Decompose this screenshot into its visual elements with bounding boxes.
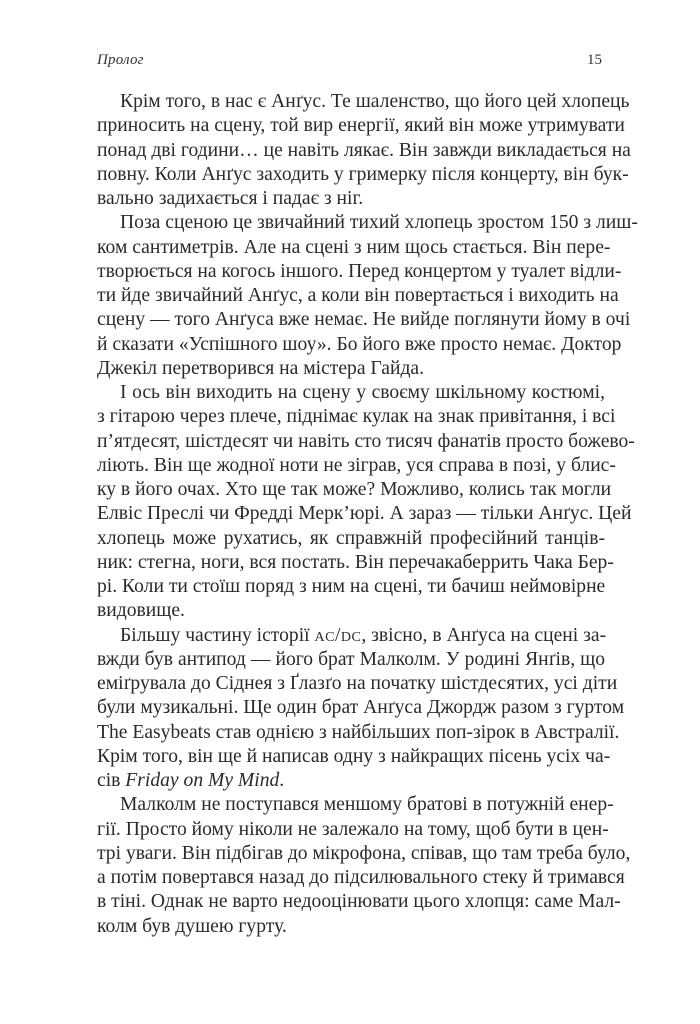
text-line: хлопець може рухатись, як справжній професійний танців- <box>97 527 605 549</box>
text-line: творюється на когось іншого. Перед концертом у туалет відли- <box>97 260 622 282</box>
text-line: Крім того, він ще й написав одну з найкращих пісень усіх ча- <box>97 745 611 767</box>
text-line: Джекіл перетворився на містера Гайда. <box>97 357 425 379</box>
paragraph <box>97 793 631 939</box>
text-line: сцену — того Анґуса вже немає. Не вийде поглянути йому в очі <box>97 309 631 331</box>
text-line: рі. Коли ти стоїш поряд з ним на сцені, ти бачиш неймовірне <box>97 576 606 597</box>
text-line: гії. Просто йому ніколи не залежало на тому, щоб бути в цен- <box>97 818 609 840</box>
paragraph <box>97 90 631 211</box>
text-run: . <box>279 770 285 791</box>
text-line: видовище. <box>97 600 185 622</box>
paragraph <box>97 211 638 381</box>
text-line: І ось він виходить на сцену у своєму шкільному костюмі, <box>120 382 605 403</box>
band-name: ac/dc <box>314 624 362 646</box>
text-line: ник: стегна, ноги, вся постать. Він перечакаберрить Чака Бер- <box>97 551 614 573</box>
page-number: 15 <box>587 52 602 68</box>
text-line: трі уваги. Він підбігав до мікрофона, співав, що там треба було, <box>97 842 631 864</box>
text-line: еміґрувала до Сіднея з Ґлазґо на початку шістдесятих, усі діти <box>97 673 618 694</box>
text-line: ліють. Він ще жодної ноти не зіграв, уся справа в позі, у блис- <box>97 454 616 476</box>
text-line: The Easybeats став однією з найбільших поп-зірок в Австралії. <box>97 721 620 743</box>
text-line: ти йде звичайний Анґус, а коли він повертається і виходить на <box>97 285 619 306</box>
text-line: колм був душею гурту. <box>97 915 287 937</box>
text-line: в тіні. Однак не варто недооцінювати цього хлопця: саме Мал- <box>97 891 621 913</box>
text-run: Більшу частину історії <box>120 624 315 646</box>
paragraph <box>97 381 635 624</box>
text-line: п’ятдесят, шістдесят чи навіть сто тисяч фанатів просто божево- <box>97 430 635 452</box>
text-line <box>97 624 605 648</box>
text-line: Крім того, в нас є Анґус. Те шаленство, що його цей хлопець <box>120 91 630 112</box>
text-line: повну. Коли Анґус заходить у гримерку після концерту, він бук- <box>97 163 629 185</box>
song-title: Friday on My Mind <box>125 770 280 791</box>
text-run: сів <box>97 770 126 791</box>
running-header <box>97 52 604 72</box>
text-line: й сказати «Успішного шоу». Бо його вже просто немає. Доктор <box>97 333 622 355</box>
text-line: ком сантиметрів. Але на сцені з ним щось стається. Він пере- <box>97 236 611 258</box>
text-line: ку в його очах. Хто ще так може? Можливо, колись так могли <box>97 479 612 500</box>
text-line: приносить на сцену, той вир енергії, який він може утримувати <box>97 115 625 137</box>
text-line: а потім повертався назад до підсилювального стеку й тримався <box>97 867 625 888</box>
text-run: , звісно, в Анґуса на сцені за- <box>361 624 607 646</box>
text-line: з гітарою через плече, піднімає кулак на знак привітання, і всі <box>97 406 616 428</box>
text-line: понад дві години… це навіть лякає. Він завжди викладається на <box>97 139 631 161</box>
chapter-title: Пролог <box>97 52 144 68</box>
text-line: Елвіс Преслі чи Фредді Мерк’юрі. А зараз — тільки Анґус. Цей <box>97 503 632 525</box>
paragraph <box>97 624 625 794</box>
text-line: вжди був антипод — його брат Малколм. У родині Янґів, що <box>97 648 605 670</box>
text-line: Поза сценою це звичайний тихий хлопець зростом 150 з лиш- <box>120 212 638 234</box>
text-line <box>97 769 605 793</box>
text-line: Малколм не поступався меншому братові в потужній енер- <box>120 794 614 816</box>
text-line: були музикальні. Ще один брат Анґуса Джордж разом з гуртом <box>97 697 625 719</box>
text-line: вально задихається і падає з ніг. <box>97 188 364 209</box>
body-text <box>97 90 638 939</box>
